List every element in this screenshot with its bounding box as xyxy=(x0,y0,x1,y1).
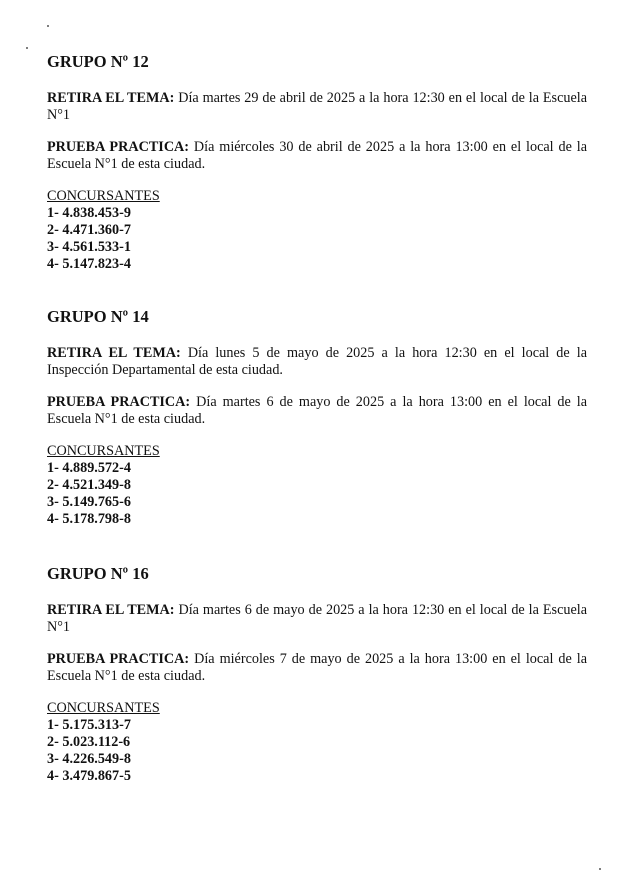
prueba-practica-paragraph xyxy=(47,394,587,428)
contestants-heading: CONCURSANTES xyxy=(47,443,160,459)
group-16-section xyxy=(47,564,587,785)
scan-speck xyxy=(599,868,601,870)
retira-tema-paragraph xyxy=(47,345,587,379)
retira-tema-label: RETIRA EL TEMA: xyxy=(47,345,181,361)
contestant-item: 1- 5.175.313-7 xyxy=(47,717,131,733)
contestants-heading: CONCURSANTES xyxy=(47,188,160,204)
prueba-practica-text: Día miércoles 30 de abril de 2025 a la hora 13:00 en el local de la Escuela N°1 de esta ciudad. xyxy=(47,139,587,172)
retira-tema-text: Día lunes 5 de mayo de 2025 a la hora 12:30 en el local de la Inspección Departamental de esta ciudad. xyxy=(47,345,588,378)
contestant-item: 1- 4.889.572-4 xyxy=(47,460,131,476)
group-title: GRUPO Nº 14 xyxy=(47,307,149,326)
prueba-practica-paragraph xyxy=(47,139,587,173)
scan-speck xyxy=(47,25,49,27)
group-14-section xyxy=(47,307,587,528)
prueba-practica-label: PRUEBA PRACTICA: xyxy=(47,139,190,155)
retira-tema-text: Día martes 29 de abril de 2025 a la hora 12:30 en el local de la Escuela N°1 xyxy=(47,90,588,123)
contestant-item: 2- 4.521.349-8 xyxy=(47,477,131,493)
contestant-item: 3- 4.561.533-1 xyxy=(47,239,131,255)
contestant-item: 1- 4.838.453-9 xyxy=(47,205,131,221)
scan-speck xyxy=(26,47,28,49)
group-title: GRUPO Nº 16 xyxy=(47,564,149,583)
contestants-heading: CONCURSANTES xyxy=(47,700,160,716)
group-title: GRUPO Nº 12 xyxy=(47,52,149,71)
contestant-item: 2- 4.471.360-7 xyxy=(47,222,131,238)
prueba-practica-text: Día miércoles 7 de mayo de 2025 a la hora 13:00 en el local de la Escuela N°1 de esta ciudad. xyxy=(47,651,587,684)
prueba-practica-paragraph xyxy=(47,651,587,685)
contestant-item: 2- 5.023.112-6 xyxy=(47,734,131,750)
group-12-section xyxy=(47,52,587,273)
retira-tema-text: Día martes 6 de mayo de 2025 a la hora 12:30 en el local de la Escuela N°1 xyxy=(47,602,587,635)
contestant-item: 4- 5.147.823-4 xyxy=(47,256,131,272)
retira-tema-paragraph xyxy=(47,602,587,636)
retira-tema-label: RETIRA EL TEMA: xyxy=(47,602,175,618)
prueba-practica-label: PRUEBA PRACTICA: xyxy=(47,394,191,410)
contestant-item: 3- 5.149.765-6 xyxy=(47,494,131,510)
retira-tema-paragraph xyxy=(47,90,587,124)
prueba-practica-label: PRUEBA PRACTICA: xyxy=(47,651,190,667)
contestant-item: 4- 5.178.798-8 xyxy=(47,511,131,527)
retira-tema-label: RETIRA EL TEMA: xyxy=(47,90,175,106)
contestant-item: 3- 4.226.549-8 xyxy=(47,751,131,767)
prueba-practica-text: Día martes 6 de mayo de 2025 a la hora 13:00 en el local de la Escuela N°1 de esta ciudad. xyxy=(47,394,588,427)
contestant-item: 4- 3.479.867-5 xyxy=(47,768,131,784)
